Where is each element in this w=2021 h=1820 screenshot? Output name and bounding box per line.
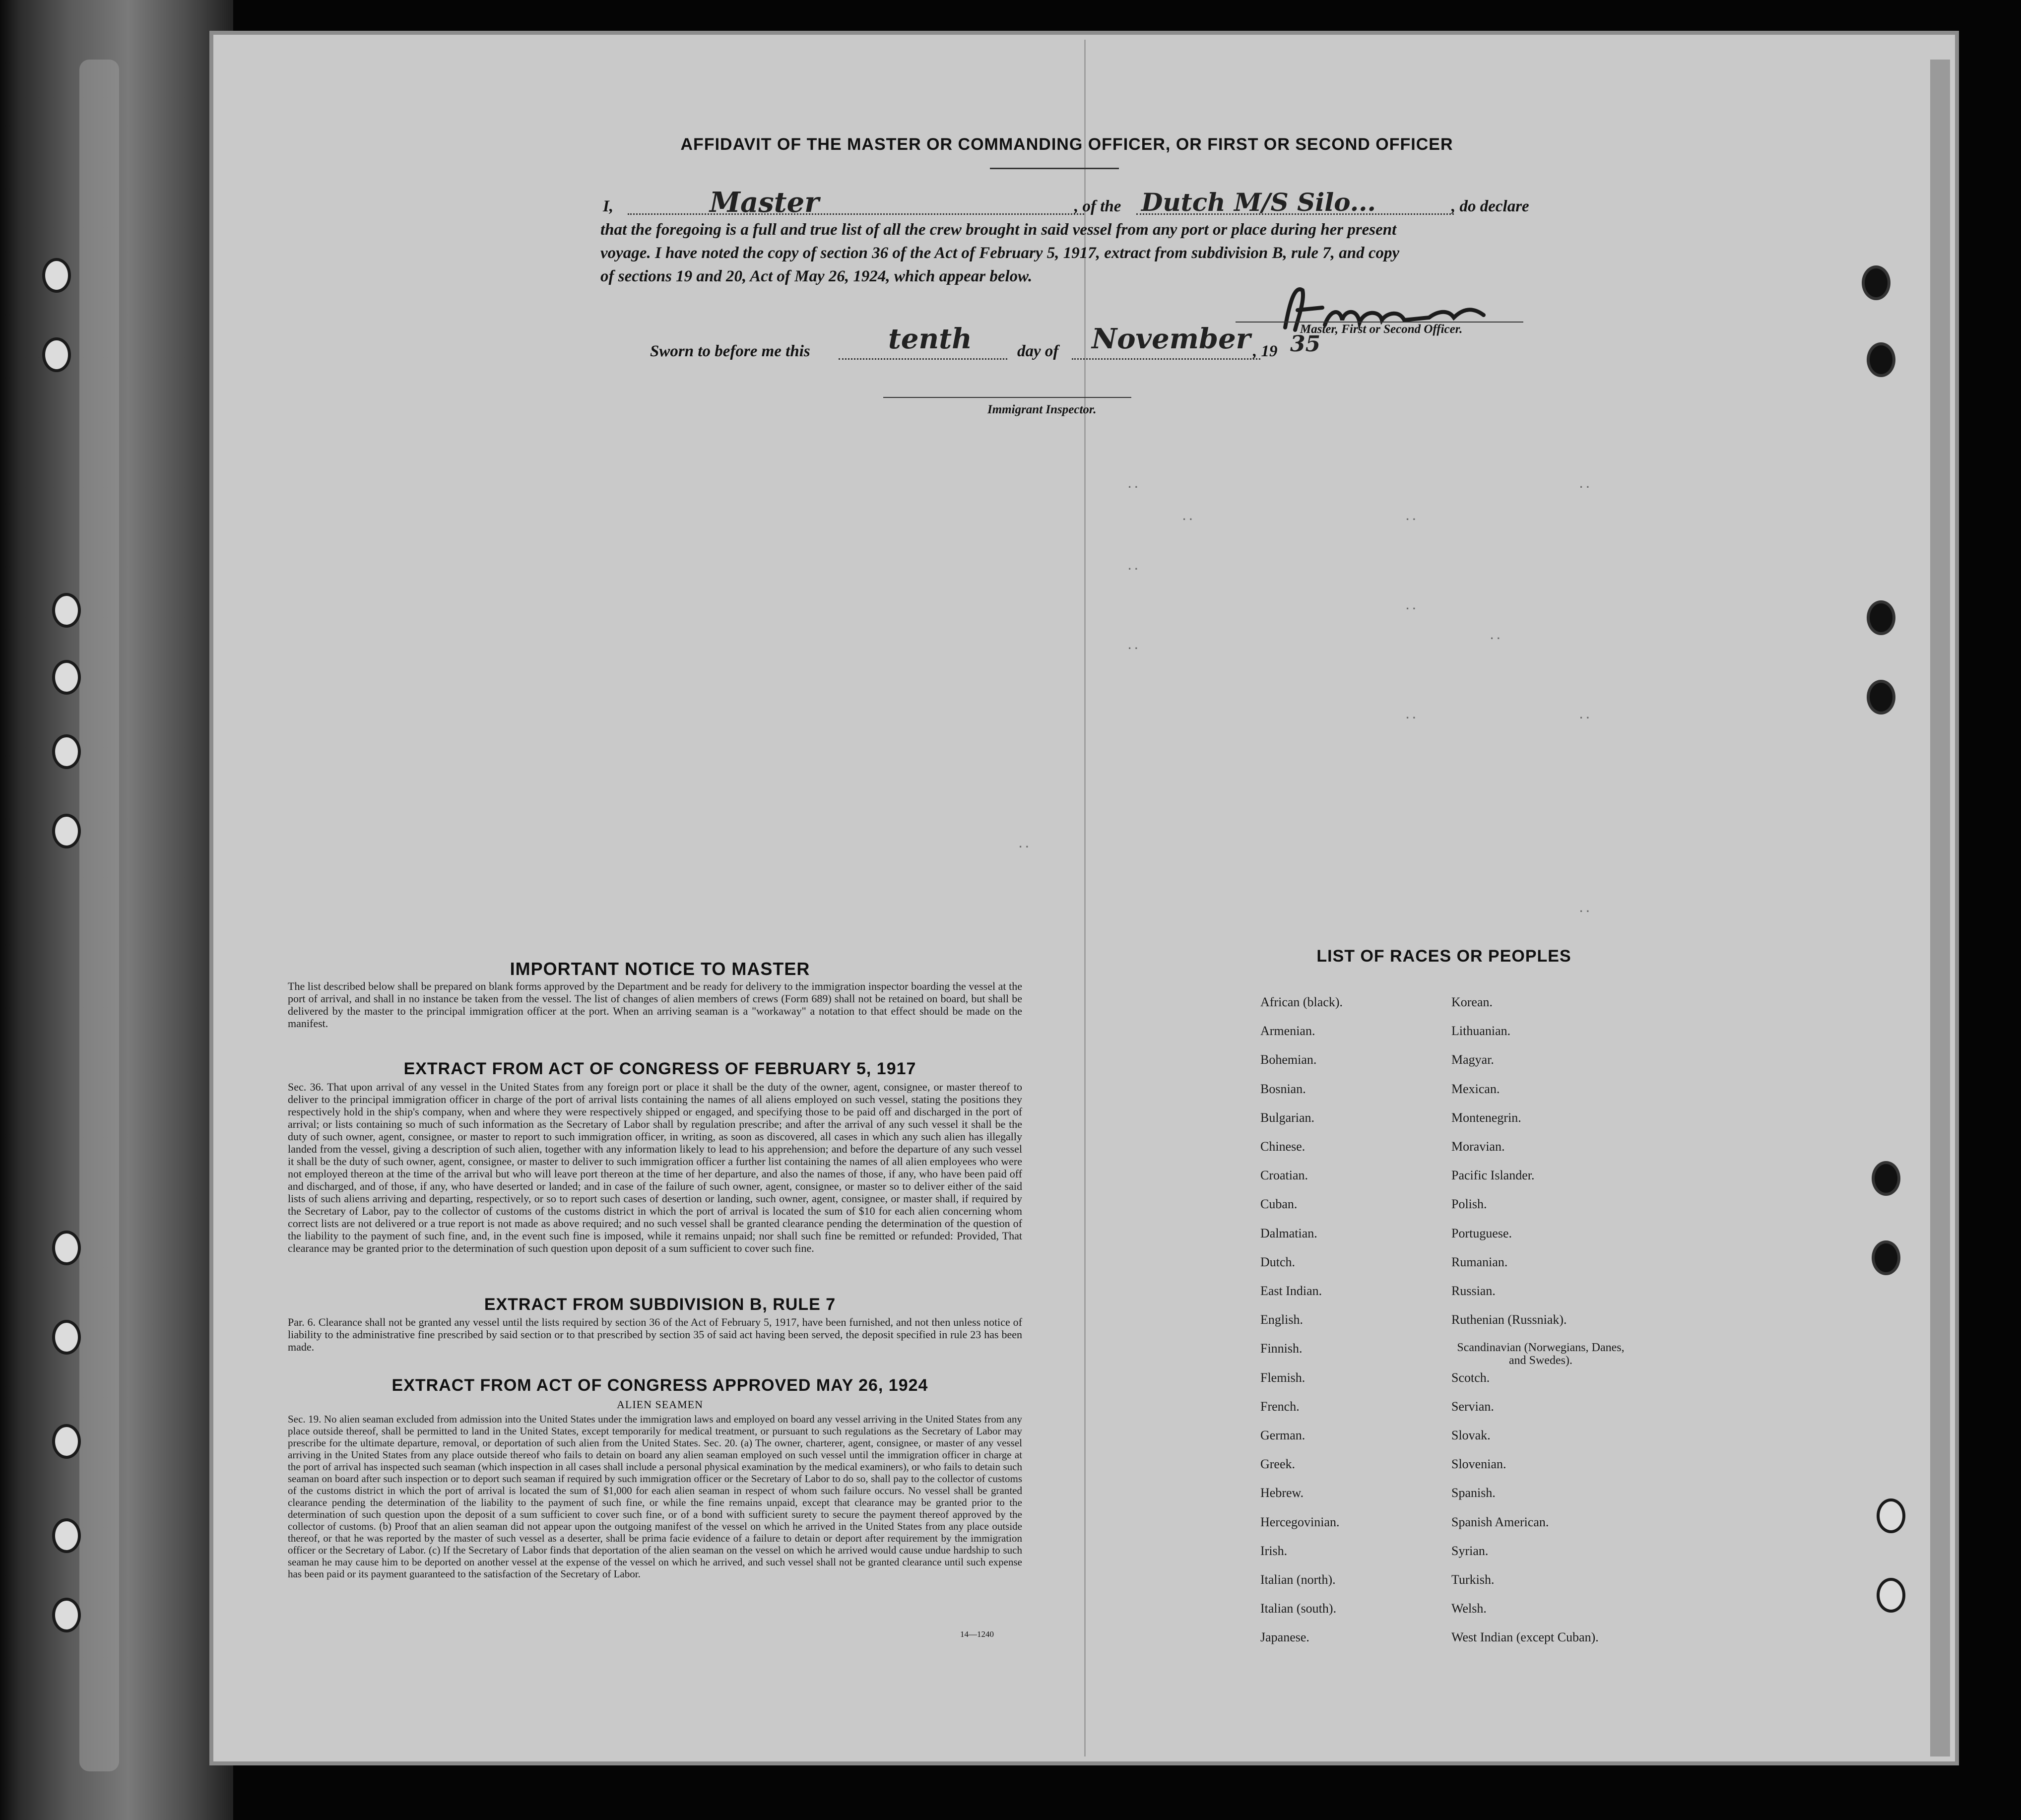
punch-hole: [1877, 1498, 1905, 1533]
punch-hole: [1867, 600, 1895, 635]
race-item: Spanish.: [1451, 1486, 1496, 1500]
races-title: LIST OF RACES OR PEOPLES: [1316, 947, 1571, 966]
sworn-month-handwritten: November: [1092, 323, 1251, 355]
race-item: Servian.: [1451, 1399, 1494, 1414]
race-item: Croatian.: [1260, 1168, 1308, 1183]
race-item: Bulgarian.: [1260, 1110, 1315, 1125]
master-name-line: [628, 213, 1084, 215]
form-number: 14—1240: [960, 1629, 994, 1639]
binder-strip: [79, 60, 119, 1771]
bleed-through-mark: ..: [1404, 710, 1418, 722]
bleed-through-mark: ..: [1126, 561, 1140, 573]
race-item: Greek.: [1260, 1457, 1296, 1472]
race-item: Ruthenian (Russniak).: [1451, 1312, 1567, 1327]
punch-hole: [42, 258, 71, 293]
binder-background: [0, 0, 233, 1820]
affidavit-title: AFFIDAVIT OF THE MASTER OR COMMANDING OFFICER, OR FIRST OR SECOND OFFICER: [680, 135, 1453, 154]
bleed-through-mark: ..: [1578, 479, 1591, 491]
bleed-through-mark: ..: [1489, 630, 1502, 643]
bleed-through-mark: ..: [1404, 600, 1418, 613]
bleed-through-mark: ..: [1126, 479, 1140, 491]
race-item: Slovak.: [1451, 1428, 1491, 1442]
race-item: Dutch.: [1260, 1254, 1296, 1269]
race-item: Turkish.: [1451, 1572, 1495, 1587]
punch-hole: [1872, 1240, 1900, 1275]
inspector-caption: Immigrant Inspector.: [987, 403, 1097, 416]
race-item: Chinese.: [1260, 1139, 1305, 1154]
punch-hole: [52, 1518, 81, 1553]
punch-hole: [1872, 1161, 1900, 1196]
punch-hole: [52, 814, 81, 848]
vessel-name-handwritten: Dutch M/S Silo...: [1141, 188, 1376, 217]
race-item: Lithuanian.: [1451, 1024, 1511, 1039]
race-item: Armenian.: [1260, 1024, 1315, 1039]
punch-hole: [1867, 680, 1895, 715]
race-item: Italian (south).: [1260, 1601, 1337, 1616]
race-item: German.: [1260, 1428, 1305, 1442]
race-item: Italian (north).: [1260, 1572, 1336, 1587]
affidavit-line1-suffix: , do declare: [1451, 197, 1529, 215]
punch-hole: [1867, 342, 1895, 377]
bleed-through-mark: ..: [1017, 839, 1031, 851]
extract-1917-text: Sec. 36. That upon arrival of any vessel in the United States from any foreign port or place it shall be the duty of the owner, agent, consignee, or master thereof to deliver to the principal immigration officer in charge of the port of arrival lists containing the names of all aliens employed on such vessel, stating the positions they respectively hold in the ship's company, when and where they were respectively shipped or engaged, and specifying those to be paid off and discharged in the port of arrival; or lists containing so much of such information as the Secretary of Labor shall by regulation prescribe; and after the arrival of any such vessel it shall be the duty of such owner, agent, consignee, or master to report to such immigration officer, in writing, as soon as discovered, all cases in which any such alien has illegally landed from the vessel, giving a description of such alien, together with any information likely to lead to his apprehension; and before the departure of any such vessel it shall be the duty of such owner, agent, consignee, or master to deliver to such immigration officer a further list containing the names of all alien employees who were not employed thereon at the time of the arrival but who will leave port thereon at the time of her departure, and also the names of those, if any, who have been paid off and discharged, and of those, if any, who have deserted or landed; and in case of the failure of such owner, agent, consignee, or master so to deliver either of the said lists of such aliens arriving and departing, respectively, or so to report such cases of desertion or landing, such owner, agent, consignee, or master shall, if required by the Secretary of Labor, pay to the collector of customs of the customs district in which the port of arrival is located the sum of $10 for each alien concerning whom correct lists are not delivered or a true report is not made as above required; and no such vessel shall be granted clearance pending the determination of the question of the liability to the payment of such fine, and, in the event such fine is imposed, while it remains unpaid; nor shall such fine be remitted or refunded: Provided, That clearance may be granted prior to the determination of such question upon deposit of a sum sufficient to cover such fine.: [288, 1081, 1022, 1254]
sworn-year-prefix: , 19: [1253, 342, 1278, 360]
extract-1924-text: Sec. 19. No alien seaman excluded from admission into the United States under the immigration laws and employed on board any vessel arriving in the United States from any place outside thereof, shall be permitted to land in the United States, except temporarily for medical treatment, or pursuant to such regulations as the Secretary of Labor may prescribe for the ultimate departure, removal, or deportation of such alien from the United States. Sec. 20. (a) The owner, charterer, agent, consignee, or master of any vessel arriving in the United States from any place outside thereof who fails to detain on board any alien seaman employed on such vessel until the immigration officer in charge at the port of arrival has inspected such seaman (which inspection in all cases shall include a personal physical examination by the medical examiners), or who fails to detain such seaman on board after such inspection or to deport such seaman if required by such immigration officer or the Secretary of Labor to do so, shall pay to the collector of customs of the customs district in which the port of arrival is located the sum of $1,000 for each alien seaman in respect of whom such failure occurs. No vessel shall be granted clearance pending the determination of the liability to the payment of such fine, or while the fine remains unpaid, except that clearance may be granted prior to the determination of such question upon the deposit of a sum sufficient to cover such fine, or of a bond with sufficient surety to secure the payment thereof approved by the collector of customs. (b) Proof that an alien seaman did not appear upon the outgoing manifest of the vessel on which he arrived in the United States from any place outside thereof, or that he was reported by the master of such vessel as a deserter, shall be prima facie evidence of a failure to detain or deport after requirement by the immigration officer or the Secretary of Labor. (c) If the Secretary of Labor finds that deportation of the alien seaman on the vessel on which he arrived would cause undue hardship to such seaman he may cause him to be deported on another vessel at the expense of the vessel on which he arrived, and such vessel shall not be granted clearance until such expense has been paid or its payment guaranteed to the satisfaction of the Secretary of Labor.: [288, 1413, 1022, 1580]
race-item: Portuguese.: [1451, 1226, 1512, 1240]
bleed-through-mark: ..: [1404, 511, 1418, 523]
punch-hole: [1862, 265, 1891, 300]
race-item: Slovenian.: [1451, 1457, 1506, 1472]
race-item: Cuban.: [1260, 1197, 1298, 1212]
race-item: Japanese.: [1260, 1630, 1309, 1645]
race-item: French.: [1260, 1399, 1300, 1414]
race-item: Mexican.: [1451, 1081, 1500, 1096]
race-item: Polish.: [1451, 1197, 1487, 1212]
race-item: Bohemian.: [1260, 1052, 1317, 1067]
race-item: Montenegrin.: [1451, 1110, 1521, 1125]
race-item: West Indian (except Cuban).: [1451, 1630, 1599, 1645]
race-item: Rumanian.: [1451, 1254, 1508, 1269]
punch-hole: [52, 1424, 81, 1459]
bleed-through-mark: ..: [1578, 903, 1591, 915]
race-item: Hebrew.: [1260, 1486, 1304, 1500]
bleed-through-mark: ..: [1181, 511, 1194, 523]
signature-caption: Master, First or Second Officer.: [1300, 323, 1463, 336]
notice-text: The list described below shall be prepared on blank forms approved by the Department and be ready for delivery to the immigration inspector boarding the vessel at the port of arrival, and shall in no instance be taken from the vessel. The list of changes of alien members of crews (Form 689) shall not be retained on board, but shall be delivered by the master to the principal immigration officer at the port. When an arriving seaman is a "workaway" a notation to that effect should be made on the manifest.: [288, 980, 1022, 1030]
sworn-day-handwritten: tenth: [888, 323, 972, 355]
sworn-day-line: [839, 358, 1007, 360]
sworn-mid: day of: [1017, 342, 1059, 360]
inspector-signature-line: [883, 397, 1131, 398]
race-item: Russian.: [1451, 1284, 1496, 1298]
race-item: Korean.: [1451, 995, 1493, 1009]
race-item: English.: [1260, 1312, 1303, 1327]
master-name-handwritten: Master: [710, 186, 819, 219]
extract-1917-title: EXTRACT FROM ACT OF CONGRESS OF FEBRUARY 5, 1917: [403, 1059, 916, 1078]
bleed-through-mark: ..: [1578, 710, 1591, 722]
punch-hole: [52, 660, 81, 695]
punch-hole: [42, 337, 71, 372]
sworn-year-handwritten: 35: [1290, 331, 1321, 357]
affidavit-line1-prefix: I,: [603, 197, 614, 215]
race-item: Spanish American.: [1451, 1514, 1549, 1529]
punch-hole: [52, 1320, 81, 1355]
race-item: Bosnian.: [1260, 1081, 1306, 1096]
rule7-text: Par. 6. Clearance shall not be granted any vessel until the lists required by section 36 of the Act of February 5, 1917, have been furnished, and not then unless notice of liability to the administrative fine prescribed by said section or to that prescribed by section 35 of said act having been served, the deposit specified in rule 23 has been made.: [288, 1316, 1022, 1353]
race-item: Scotch.: [1451, 1370, 1490, 1385]
extract-1924-title: EXTRACT FROM ACT OF CONGRESS APPROVED MAY 26, 1924: [391, 1376, 928, 1395]
sworn-prefix: Sworn to before me this: [650, 342, 810, 360]
race-item: Syrian.: [1451, 1543, 1489, 1558]
paper-edge: [1930, 60, 1950, 1756]
race-item: African (black).: [1260, 995, 1343, 1009]
affidavit-line2: that the foregoing is a full and true list of all the crew brought in said vessel from any port or place during her present: [600, 221, 1397, 239]
race-item: Dalmatian.: [1260, 1226, 1317, 1240]
punch-hole: [52, 593, 81, 628]
race-item: Welsh.: [1451, 1601, 1487, 1616]
bleed-through-mark: ..: [1126, 640, 1140, 652]
sworn-month-line: [1072, 358, 1260, 360]
race-item: Magyar.: [1451, 1052, 1494, 1067]
punch-hole: [52, 734, 81, 769]
affidavit-line4: of sections 19 and 20, Act of May 26, 1924, which appear below.: [600, 267, 1033, 285]
title-rule: [990, 168, 1119, 169]
extract-1924-subtitle: ALIEN SEAMEN: [617, 1398, 703, 1411]
race-item: Hercegovinian.: [1260, 1514, 1340, 1529]
race-item: Irish.: [1260, 1543, 1288, 1558]
affidavit-line3: voyage. I have noted the copy of section 36 of the Act of February 5, 1917, extract from subdivision B, rule 7, and copy: [600, 244, 1400, 262]
punch-hole: [52, 1598, 81, 1632]
race-item: Scandinavian (Norwegians, Danes, and Swedes).: [1457, 1341, 1625, 1367]
race-item: Moravian.: [1451, 1139, 1505, 1154]
punch-hole: [52, 1231, 81, 1265]
center-fold: [1084, 40, 1086, 1756]
rule7-title: EXTRACT FROM SUBDIVISION B, RULE 7: [484, 1295, 836, 1314]
race-item: Pacific Islander.: [1451, 1168, 1535, 1183]
race-item: East Indian.: [1260, 1284, 1322, 1298]
race-item: Flemish.: [1260, 1370, 1305, 1385]
race-item: Finnish.: [1260, 1341, 1303, 1356]
notice-title: IMPORTANT NOTICE TO MASTER: [510, 959, 810, 979]
affidavit-line1-mid: , of the: [1074, 197, 1121, 215]
punch-hole: [1877, 1578, 1905, 1613]
